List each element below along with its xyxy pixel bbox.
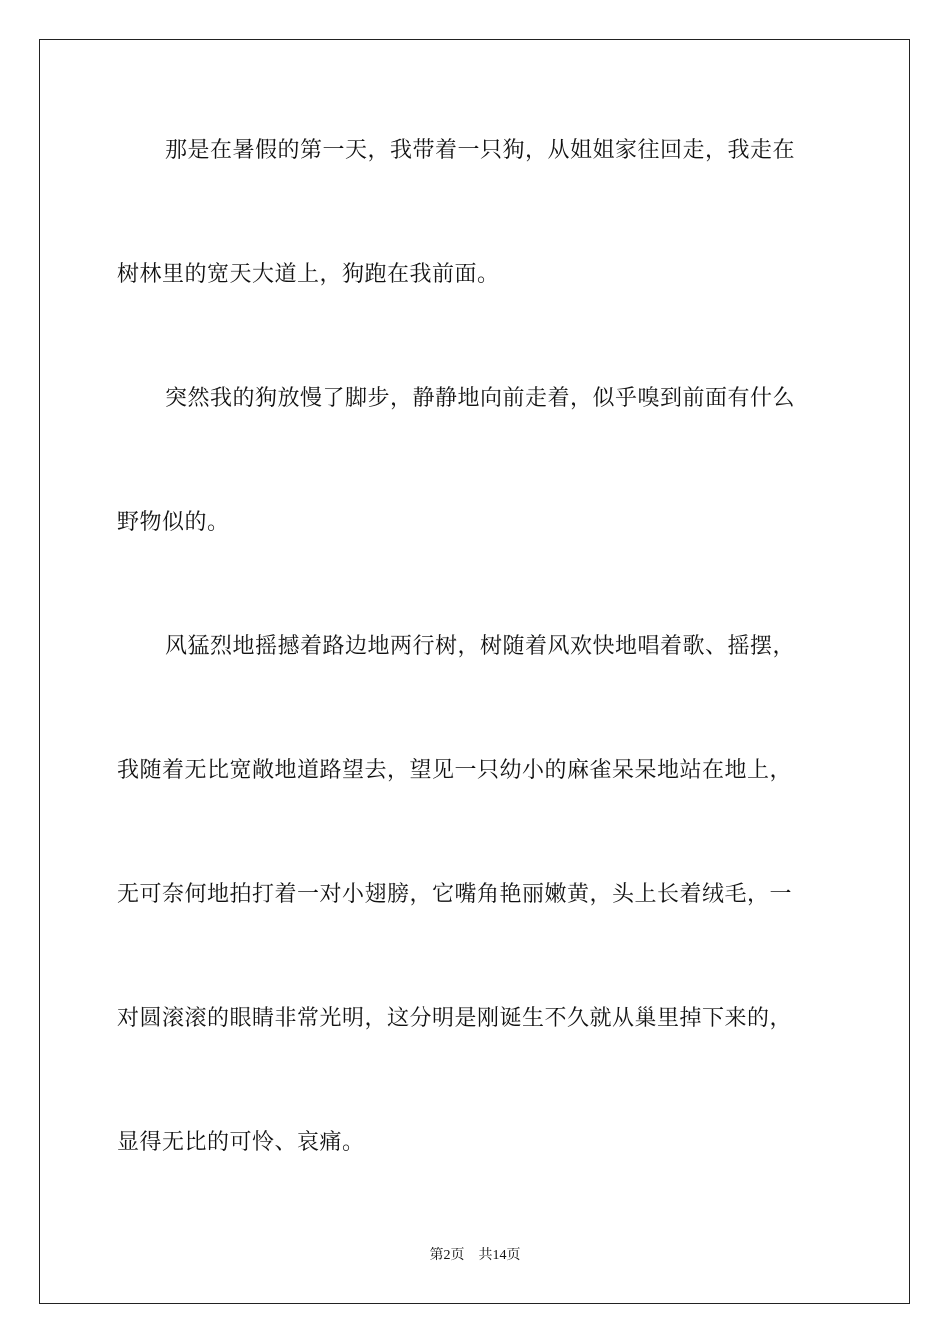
paragraph-3-line-5: 显得无比的可怜、哀痛。 (117, 1130, 365, 1155)
paragraph-3-line-4: 对圆滚滚的眼睛非常光明，这分明是刚诞生不久就从巢里掉下来的， (117, 1006, 793, 1031)
page-total: 共14页 (478, 1248, 521, 1263)
paragraph-3-line-1: 风猛烈地摇撼着路边地两行树，树随着风欢快地唱着歌、摇摆， (165, 634, 796, 659)
page-frame (39, 39, 910, 1304)
paragraph-2-line-2: 野物似的。 (117, 510, 230, 535)
paragraph-2-line-1: 突然我的狗放慢了脚步，静静地向前走着，似乎嗅到前面有什么 (165, 386, 796, 411)
paragraph-1-line-1: 那是在暑假的第一天，我带着一只狗，从姐姐家往回走，我走在 (165, 138, 796, 163)
page-footer (0, 1246, 950, 1266)
paragraph-3-line-2: 我随着无比宽敞地道路望去，望见一只幼小的麻雀呆呆地站在地上， (117, 758, 793, 783)
paragraph-3-line-3: 无可奈何地拍打着一对小翅膀，它嘴角艳丽嫩黄，头上长着绒毛，一 (117, 882, 793, 907)
page-number: 第2页 (429, 1248, 465, 1263)
paragraph-1-line-2: 树林里的宽天大道上，狗跑在我前面。 (117, 262, 500, 287)
